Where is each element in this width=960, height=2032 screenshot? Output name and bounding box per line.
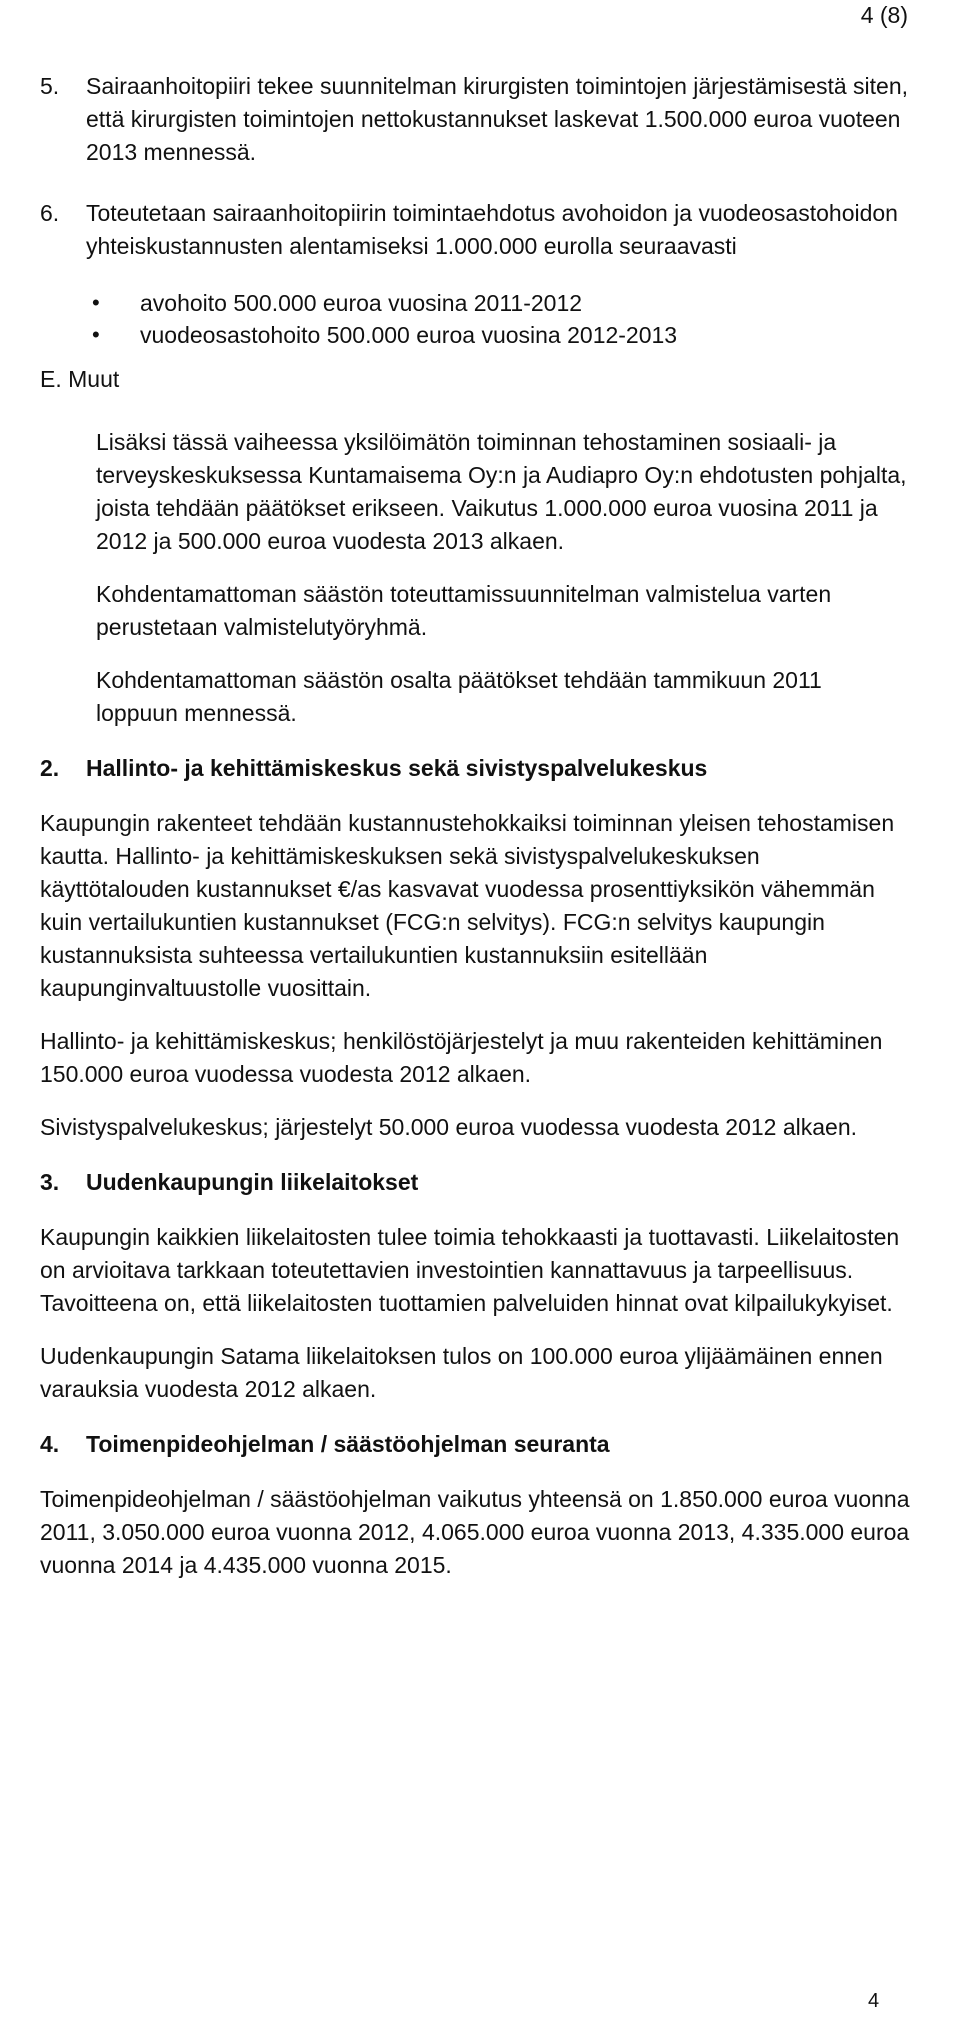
bullet-item: • vuodeosastohoito 500.000 euroa vuosina 2012-2013 xyxy=(92,319,910,351)
section-title: Toimenpideohjelman / säästöohjelman seuranta xyxy=(86,1431,610,1457)
list-item-text: Sairaanhoitopiiri tekee suunnitelman kirurgisten toimintojen järjestämisestä siten, että kirurgisten toimintojen nettokustannukset laskevat 1.500.000 euroa vuoteen 2013 mennessä. xyxy=(86,73,909,165)
list-item xyxy=(40,197,910,263)
paragraph: Kaupungin rakenteet tehdään kustannustehokkaiksi toiminnan yleisen tehostamisen kautta. Hallinto- ja kehittämiskeskuksen sekä sivistyspalvelukeskuksen käyttötalouden kustannukset €/as kasvavat vuodessa prosenttiyksikön vähemmän kuin vertailukuntien kustannukset (FCG:n selvitys). FCG:n selvitys kaupungin kustannuksista suhteessa vertailukuntien kustannuksiin esitellään kaupunginvaltuustolle vuosittain. xyxy=(40,810,895,1001)
subsection-heading: E. Muut xyxy=(40,366,120,392)
section-heading xyxy=(40,1428,910,1461)
section-number: 3. xyxy=(40,1169,60,1195)
section-heading xyxy=(40,1166,910,1199)
bullet-item: • avohoito 500.000 euroa vuosina 2011-2012 xyxy=(92,287,910,319)
footer-page-number: 4 xyxy=(868,1990,880,2012)
list-item xyxy=(40,70,910,169)
document-body xyxy=(40,70,910,1602)
list-item-text: Toteutetaan sairaanhoitopiirin toimintaehdotus avohoidon ja vuodeosastohoidon yhteiskustannusten alentamiseksi 1.000.000 eurolla seuraavasti xyxy=(86,200,898,259)
paragraph: Kaupungin kaikkien liikelaitosten tulee toimia tehokkaasti ja tuottavasti. Liikelaitosten on arvioitava tarkkaan toteutettavien investointien kannattavuus ja tarpeellisuus. Tavoitteena on, että liikelaitosten tuottamien palveluiden hinnat ovat kilpailukykyiset. xyxy=(40,1224,900,1316)
bullet-list xyxy=(40,287,910,351)
paragraph: Toimenpideohjelman / säästöohjelman vaikutus yhteensä on 1.850.000 euroa vuonna 2011, 3.050.000 euroa vuonna 2012, 4.065.000 euroa vuonna 2013, 4.335.000 euroa vuonna 2014 ja 4.435.000 vuonna 2015. xyxy=(40,1486,910,1578)
section-title: Uudenkaupungin liikelaitokset xyxy=(86,1169,419,1195)
paragraph: Sivistyspalvelukeskus; järjestelyt 50.000 euroa vuodessa vuodesta 2012 alkaen. xyxy=(40,1114,857,1140)
paragraph: Kohdentamattoman säästön toteuttamissuunnitelman valmistelua varten perustetaan valmistelutyöryhmä. xyxy=(96,581,832,640)
section-number: 4. xyxy=(40,1431,60,1457)
list-item-number: 6. xyxy=(40,200,60,226)
paragraph: Lisäksi tässä vaiheessa yksilöimätön toiminnan tehostaminen sosiaali- ja terveyskeskuksessa Kuntamaisema Oy:n ja Audiapro Oy:n ehdotusten pohjalta, joista tehdään päätökset erikseen. Vaikutus 1.000.000 euroa vuosina 2011 ja 2012 ja 500.000 euroa vuodesta 2013 alkaen. xyxy=(96,429,907,554)
section-heading xyxy=(40,752,910,785)
page-number: 4 (8) xyxy=(860,2,908,28)
paragraph: Kohdentamattoman säästön osalta päätökset tehdään tammikuun 2011 loppuun mennessä. xyxy=(96,667,822,726)
section-title: Hallinto- ja kehittämiskeskus sekä sivistyspalvelukeskus xyxy=(86,755,708,781)
paragraph: Uudenkaupungin Satama liikelaitoksen tulos on 100.000 euroa ylijäämäinen ennen varauksia vuodesta 2012 alkaen. xyxy=(40,1343,883,1402)
section-number: 2. xyxy=(40,755,60,781)
paragraph: Hallinto- ja kehittämiskeskus; henkilöstöjärjestelyt ja muu rakenteiden kehittäminen 150.000 euroa vuodessa vuodesta 2012 alkaen. xyxy=(40,1028,883,1087)
list-item-number: 5. xyxy=(40,73,60,99)
